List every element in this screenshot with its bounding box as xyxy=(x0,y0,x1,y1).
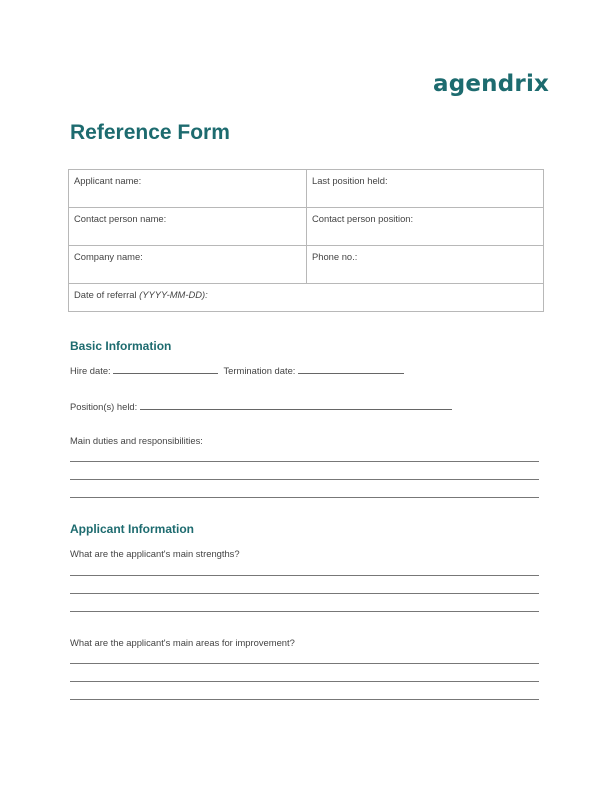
duties-label: Main duties and responsibilities: xyxy=(70,435,203,446)
phone-field[interactable] xyxy=(307,246,544,284)
company-name-field[interactable] xyxy=(69,246,307,284)
strengths-line-1[interactable] xyxy=(70,575,539,576)
contact-name-label: Contact person name: xyxy=(74,213,167,224)
contact-name-field[interactable] xyxy=(69,208,307,246)
date-referral-label: Date of referral xyxy=(74,289,137,300)
last-position-label: Last position held: xyxy=(312,175,388,186)
date-referral-field[interactable] xyxy=(69,284,544,312)
basic-info-heading: Basic Information xyxy=(70,339,172,353)
page-title: Reference Form xyxy=(70,121,230,144)
company-name-label: Company name: xyxy=(74,251,143,262)
strengths-line-3[interactable] xyxy=(70,611,539,612)
duties-line-1[interactable] xyxy=(70,461,539,462)
date-format-hint: (YYYY-MM-DD): xyxy=(139,289,208,300)
hire-date-label: Hire date: xyxy=(70,365,111,376)
positions-held-input[interactable] xyxy=(140,401,452,410)
agendrix-logo: agendrix xyxy=(433,71,550,97)
contact-position-field[interactable] xyxy=(307,208,544,246)
improvement-line-3[interactable] xyxy=(70,699,539,700)
contact-position-label: Contact person position: xyxy=(312,213,414,224)
applicant-info-heading: Applicant Information xyxy=(70,522,194,536)
last-position-field[interactable] xyxy=(307,170,544,208)
improvement-line-2[interactable] xyxy=(70,681,539,682)
applicant-name-field[interactable] xyxy=(69,170,307,208)
improvement-label: What are the applicant's main areas for improvement? xyxy=(70,637,295,648)
improvement-line-1[interactable] xyxy=(70,663,539,664)
hire-date-input[interactable] xyxy=(113,365,218,374)
duties-line-2[interactable] xyxy=(70,479,539,480)
phone-label: Phone no.: xyxy=(312,251,358,262)
termination-date-input[interactable] xyxy=(298,365,404,374)
positions-line xyxy=(70,401,452,412)
termination-date-label: Termination date: xyxy=(223,365,296,376)
reference-info-table xyxy=(68,169,544,312)
dates-line xyxy=(70,365,404,376)
duties-line-3[interactable] xyxy=(70,497,539,498)
strengths-line-2[interactable] xyxy=(70,593,539,594)
strengths-label: What are the applicant's main strengths? xyxy=(70,548,240,559)
positions-held-label: Position(s) held: xyxy=(70,401,138,412)
applicant-name-label: Applicant name: xyxy=(74,175,142,186)
